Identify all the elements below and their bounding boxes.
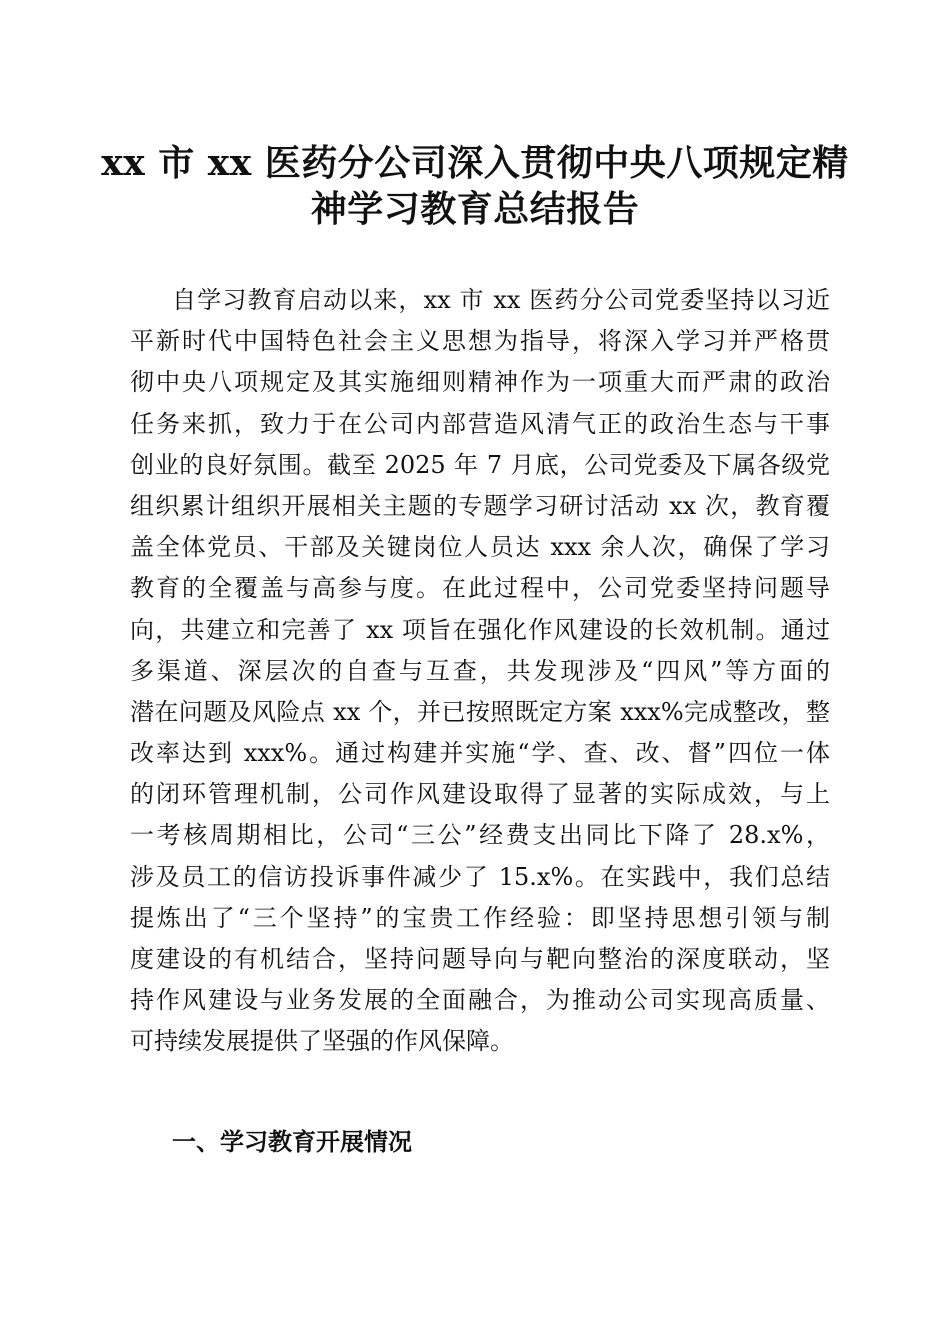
paragraph-line: 教育的全覆盖与高参与度。在此过程中，公司党委坚持问题导 — [130, 574, 830, 603]
paragraph-line: 的闭环管理机制，公司作风建设取得了显著的实际成效，与上 — [130, 780, 830, 809]
paragraph-line: 彻中央八项规定及其实施细则精神作为一项重大而严肃的政治 — [130, 368, 830, 397]
paragraph-line: 多渠道、深层次的自查与互查，共发现涉及“四风”等方面的 — [130, 656, 830, 685]
title-line-2: 神学习教育总结报告 — [310, 188, 640, 230]
document-title — [100, 140, 850, 232]
paragraph-line: 涉及员工的信访投诉事件减少了 15.x%。在实践中，我们总结 — [130, 862, 830, 891]
paragraph-line: 提炼出了“三个坚持”的宝贵工作经验：即坚持思想引领与制 — [130, 903, 830, 932]
paragraph-line: 任务来抓，致力于在公司内部营造风清气正的政治生态与干事 — [130, 409, 830, 438]
intro-paragraph — [130, 280, 830, 1063]
section-heading: 一、学习教育开展情况 — [172, 1128, 412, 1156]
paragraph-line: 平新时代中国特色社会主义思想为指导，将深入学习并严格贯 — [130, 327, 830, 356]
paragraph-line: 一考核周期相比，公司“三公”经费支出同比下降了 28.x%， — [130, 821, 830, 850]
paragraph-line: 持作风建设与业务发展的全面融合，为推动公司实现高质量、 — [130, 986, 830, 1015]
paragraph-line: 改率达到 xxx%。通过构建并实施“学、查、改、督”四位一体 — [130, 739, 830, 768]
paragraph-line: 自学习教育启动以来，xx 市 xx 医药分公司党委坚持以习近 — [172, 286, 830, 314]
title-line-1: xx 市 xx 医药分公司深入贯彻中央八项规定精 — [101, 142, 849, 184]
paragraph-line: 向，共建立和完善了 xx 项旨在强化作风建设的长效机制。通过 — [130, 615, 830, 644]
paragraph-line: 创业的良好氛围。截至 2025 年 7 月底，公司党委及下属各级党 — [130, 450, 830, 479]
paragraph-line: 度建设的有机结合，坚持问题导向与靶向整治的深度联动，坚 — [130, 945, 830, 973]
paragraph-line: 盖全体党员、干部及关键岗位人员达 xxx 余人次，确保了学习 — [130, 533, 830, 562]
paragraph-line: 组织累计组织开展相关主题的专题学习研讨活动 xx 次，教育覆 — [130, 491, 830, 520]
paragraph-line: 可持续发展提供了坚强的作风保障。 — [130, 1027, 514, 1056]
paragraph-line: 潜在问题及风险点 xx 个，并已按照既定方案 xxx%完成整改，整 — [130, 697, 830, 726]
